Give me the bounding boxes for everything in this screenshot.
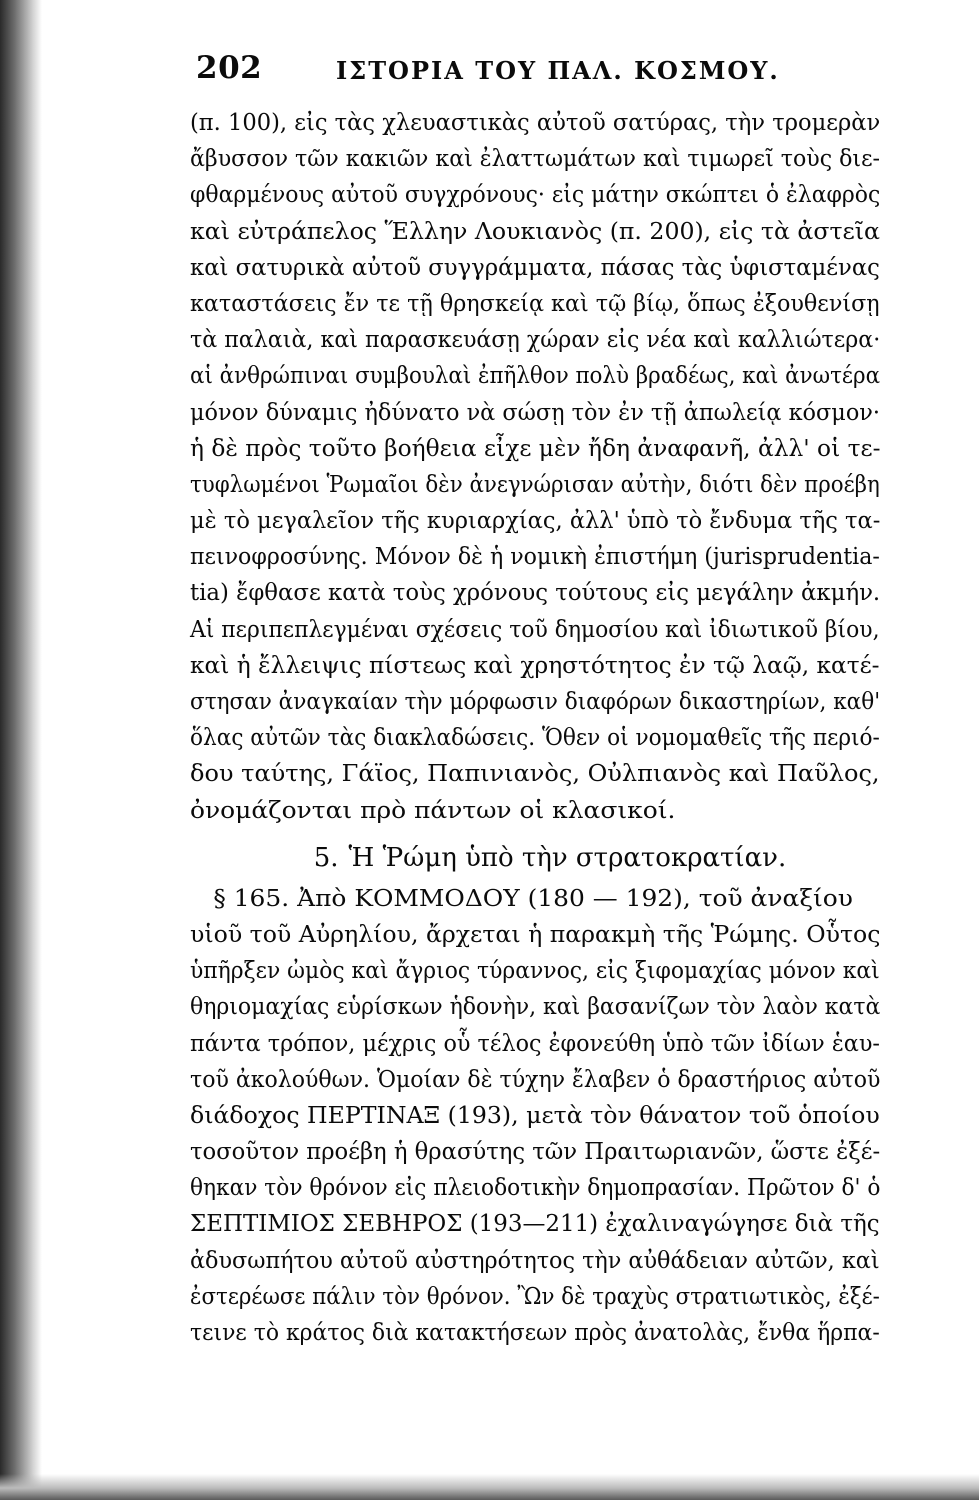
text-line: ἄβυσσον τῶν κακιῶν καὶ ἐλαττωμάτων καὶ τιμωρεῖ τοὺς διε- [190,144,881,173]
text-line: ὑπῆρξεν ὠμὸς καὶ ἄγριος τύραννος, εἰς ξιφομαχίας μόνον καὶ [190,956,880,985]
text-line: § 165. Ἀπὸ ΚΟΜΜΟΔΟΥ (180 — 192), τοῦ ἀναξίου [213,883,853,912]
text-line: ἐστερέωσε πάλιν τὸν θρόνον. Ὢν δὲ τραχὺς στρατιωτικὸς, ἐξέ- [190,1281,880,1310]
text-line: διάδοχος ΠΕΡΤΙΝΑΞ (193), μετὰ τὸν θάνατον τοῦ ὁποίου [190,1100,880,1129]
text-line: αἱ ἀνθρώπιναι συμβουλαὶ ἐπῆλθον πολὺ βραδέως, καὶ ἀνωτέρα [190,361,881,390]
section-title: Ἡ Ῥώμη ὑπὸ τὴν στρατοκρατίαν. [348,842,787,873]
text-line: ὀνομάζονται πρὸ πάντων οἱ κλασικοί. [190,795,676,824]
text-line: πεινοφροσύνης. Μόνον δὲ ἡ νομικὴ ἐπιστήμη (jurisprudentia- [190,542,880,571]
paragraph-2 [190,880,880,1350]
text-line: ὅλας αὐτῶν τὰς διακλαδώσεις. Ὅθεν οἱ νομομαθεῖς τῆς περιό- [190,723,880,752]
text-line: θηριομαχίας εὑρίσκων ἡδονὴν, καὶ βασανίζων τὸν λαὸν κατὰ [190,992,881,1021]
page-shadow-bottom [0,1474,979,1500]
text-line: ἡ δὲ πρὸς τοῦτο βοήθεια εἶχε μὲν ἤδη ἀναφανῆ, ἀλλ' οἱ τε- [190,433,881,462]
text-line: μὲ τὸ μεγαλεῖον τῆς κυριαρχίας, ἀλλ' ὑπὸ τὸ ἔνδυμα τῆς τα- [190,506,881,535]
section-heading [190,828,880,880]
text-line: tia) ἔφθασε κατὰ τοὺς χρόνους τούτους εἰς μεγάλην ἀκμήν. [190,578,881,607]
text-line: δου ταύτης, Γάϊος, Παπινιανὸς, Οὐλπιανὸς καὶ Παῦλος, [190,759,880,788]
running-title: ΙΣΤΟΡΙΑ ΤΟΥ ΠΑΛ. ΚΟΣΜΟΥ. [336,56,780,85]
text-line: καὶ ἡ ἔλλειψις πίστεως καὶ χρηστότητος ἐν τῷ λαῷ, κατέ- [190,650,880,679]
section-number: 5. [313,842,339,873]
paragraph-1 [190,104,880,828]
text-line: πάντα τρόπον, μέχρις οὗ τέλος ἐφονεύθη ὑπὸ τῶν ἰδίων ἑαυ- [190,1028,880,1057]
text-line: Αἱ περιπεπλεγμέναι σχέσεις τοῦ δημοσίου καὶ ἰδιωτικοῦ βίου, [190,614,880,643]
page-number: 202 [196,50,263,86]
text-line: ἀδυσωπήτου αὐτοῦ αὐστηρότητος τὴν αὐθάδειαν αὐτῶν, καὶ [190,1245,880,1274]
text-line: φθαρμένους αὐτοῦ συγχρόνους· εἰς μάτην σκώπτει ὁ ἐλαφρὸς [190,180,881,209]
text-line: ΣΕΠΤΙΜΙΟΣ ΣΕΒΗΡΟΣ (193—211) ἐχαλιναγώγησε διὰ τῆς [190,1209,880,1238]
page-shadow-left [0,0,42,1500]
text-line: τυφλωμένοι Ῥωμαῖοι δὲν ἀνεγνώρισαν αὐτὴν, διότι δὲν προέβη [190,469,880,498]
text-line: υἱοῦ τοῦ Αὐρηλίου, ἄρχεται ἡ παρακμὴ τῆς Ῥώμης. Οὗτος [190,919,881,948]
text-line: θηκαν τὸν θρόνον εἰς πλειοδοτικὴν δημοπρασίαν. Πρῶτον δ' ὁ [190,1173,881,1202]
text-line: καὶ σατυρικὰ αὐτοῦ συγγράμματα, πάσας τὰς ὑφισταμένας [190,252,880,281]
text-line: στησαν ἀναγκαίαν τὴν μόρφωσιν διαφόρων δικαστηρίων, καθ' [190,687,881,715]
text-line: τὰ παλαιὰ, καὶ παρασκευάσῃ χώραν εἰς νέα καὶ καλλιώτερα· [190,325,881,354]
body-text [190,104,880,1350]
text-line: τοσοῦτον προέβη ἡ θρασύτης τῶν Πραιτωριανῶν, ὥστε ἐξέ- [190,1137,881,1166]
text-line: μόνον δύναμις ἠδύνατο νὰ σώσῃ τὸν ἐν τῇ ἀπωλείᾳ κόσμον· [190,397,880,426]
text-line: (π. 100), εἰς τὰς χλευαστικὰς αὐτοῦ σατύρας, τὴν τρομερὰν [190,108,881,136]
text-line: τεινε τὸ κράτος διὰ κατακτήσεων πρὸς ἀνατολὰς, ἔνθα ἥρπα- [190,1318,880,1346]
text-line: καταστάσεις ἔν τε τῇ θρησκείᾳ καὶ τῷ βίῳ, ὅπως ἐξουθενίσῃ [190,288,880,317]
text-line: τοῦ ἀκολούθων. Ὁμοίαν δὲ τύχην ἔλαβεν ὁ δραστήριος αὐτοῦ [190,1064,881,1093]
text-line: καὶ εὐτράπελος Ἕλλην Λουκιανὸς (π. 200), εἰς τὰ ἀστεῖα [190,216,880,245]
page-header [196,50,816,100]
